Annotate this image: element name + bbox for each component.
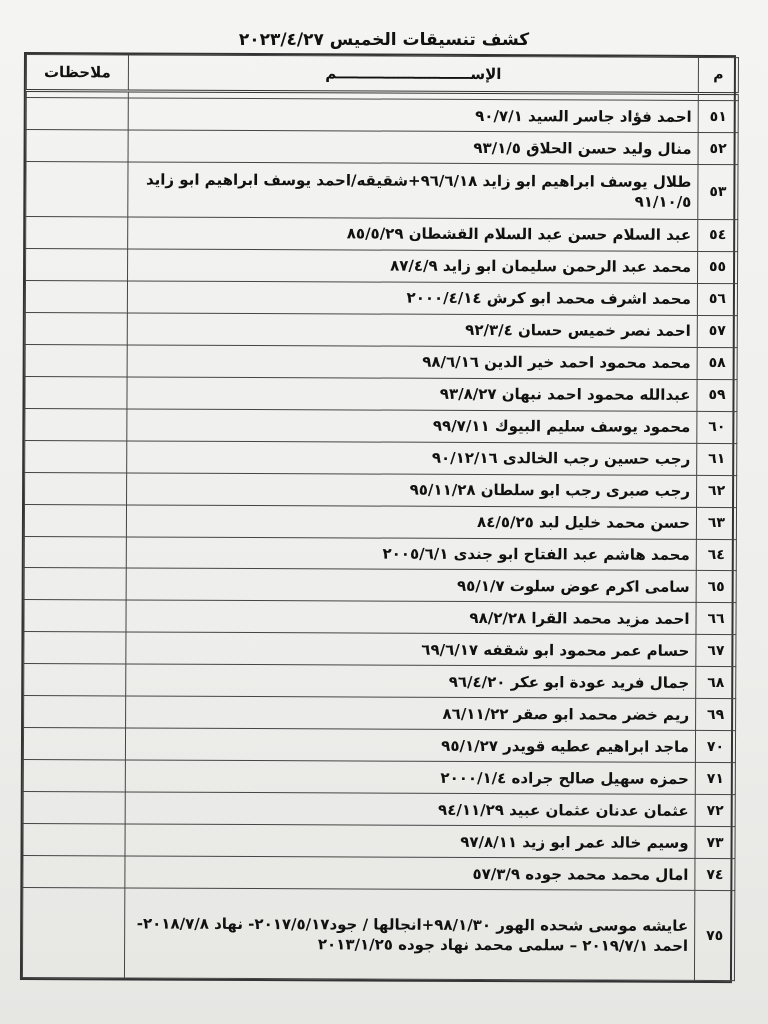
- row-number: ٥٥: [697, 251, 737, 283]
- row-name: جمال فريد عودة ابو عكر ٩٦/٤/٢٠: [126, 664, 696, 698]
- row-notes: [25, 344, 127, 376]
- row-name: حسام عمر محمود ابو شقفه ٦٩/٦/١٧: [126, 632, 696, 666]
- row-number: ٥٣: [698, 165, 738, 220]
- row-name: عايشه موسى شحده الهور ٩٨/١/٣٠+انجالها / جود٢٠١٧/٥/١٧- نهاد ٢٠١٨/٧/٨- احمد ٢٠١٩/٧/١ – سلمى محمد نهاد جوده ٢٠١٣/١/٢٥: [124, 888, 694, 980]
- row-name: محمود يوسف سليم البيوك ٩٩/٧/١١: [127, 409, 697, 443]
- row-number: ٧٣: [695, 827, 735, 859]
- row-name: منال وليد حسن الحلاق ٩٣/١/٥: [128, 130, 698, 164]
- row-notes: [25, 280, 127, 312]
- row-notes: [24, 504, 126, 536]
- names-table-frame: [20, 52, 736, 983]
- row-notes: [25, 408, 127, 440]
- row-name: عثمان عدنان عثمان عبيد ٩٤/١١/٢٩: [125, 792, 695, 826]
- row-notes: [26, 162, 128, 217]
- row-notes: [26, 130, 128, 162]
- row-notes: [24, 632, 126, 664]
- row-notes: [22, 888, 124, 978]
- row-number: ٦٣: [696, 507, 736, 539]
- table-row: [26, 162, 738, 220]
- row-name: احمد مزيد محمد القرا ٩٨/٢/٢٨: [126, 600, 696, 634]
- row-number: ٦٠: [697, 411, 737, 443]
- row-number: ٥٢: [698, 133, 738, 165]
- row-name: امال محمد محمد جوده ٥٧/٣/٩: [125, 856, 695, 890]
- table-row: [24, 504, 736, 539]
- row-name: ريم خضر محمد ابو صقر ٨٦/١١/٢٢: [126, 696, 696, 730]
- table-row: [26, 130, 738, 165]
- row-name: حمزه سهيل صالح جراده ٢٠٠٠/١/٤: [125, 760, 695, 794]
- row-number: ٥٧: [697, 315, 737, 347]
- row-name: محمد هاشم عبد الفتاح ابو جندى ٢٠٠٥/٦/١: [126, 536, 696, 570]
- row-notes: [24, 696, 126, 728]
- document-title: كشف تنسيقات الخميس ٢٠٢٣/٤/٢٧: [238, 30, 530, 50]
- table-row: [25, 472, 737, 507]
- row-name: محمد اشرف محمد ابو كرش ٢٠٠٠/٤/١٤: [127, 281, 697, 315]
- row-number: ٥٩: [697, 379, 737, 411]
- table-row: [22, 888, 734, 981]
- row-number: ٦٥: [696, 571, 736, 603]
- table-row: [23, 728, 735, 763]
- row-number: ٥٨: [697, 347, 737, 379]
- row-number: ٦٨: [696, 667, 736, 699]
- row-number: ٧٢: [695, 795, 735, 827]
- row-name: ماجد ابراهيم عطيه قويدر ٩٥/١/٢٧: [125, 728, 695, 762]
- row-notes: [25, 312, 127, 344]
- header-notes: ملاحظات: [26, 55, 128, 91]
- table-row: [25, 376, 737, 411]
- row-number: ٧٥: [694, 891, 734, 981]
- table-row: [24, 632, 736, 667]
- table-row: [24, 600, 736, 635]
- row-number: ٧٤: [695, 859, 735, 891]
- row-number: ٥٤: [698, 219, 738, 251]
- row-notes: [23, 824, 125, 856]
- row-name: احمد فؤاد جاسر السيد ٩٠/٧/١: [128, 98, 698, 132]
- row-notes: [25, 376, 127, 408]
- row-notes: [23, 760, 125, 792]
- row-name: سامى اكرم عوض سلوت ٩٥/١/٧: [126, 568, 696, 602]
- row-name: وسيم خالد عمر ابو زيد ٩٧/٨/١١: [125, 824, 695, 858]
- row-notes: [25, 440, 127, 472]
- row-notes: [24, 536, 126, 568]
- table-row: [23, 856, 735, 891]
- table-row: [23, 760, 735, 795]
- row-name: طلال يوسف ابراهيم ابو زايد ٩٦/٦/١٨+شقيقه/احمد يوسف ابراهيم ابو زايد ٩١/١٠/٥: [128, 162, 698, 219]
- row-notes: [23, 728, 125, 760]
- table-row: [25, 408, 737, 443]
- table-row: [24, 664, 736, 699]
- table-row: [25, 280, 737, 315]
- row-notes: [23, 792, 125, 824]
- row-name: عبد السلام حسن عبد السلام القشطان ٨٥/٥/٢٩: [128, 217, 698, 251]
- row-name: رجب حسين رجب الخالدى ٩٠/١٢/١٦: [127, 441, 697, 475]
- row-number: ٦١: [697, 443, 737, 475]
- row-number: ٦٩: [696, 699, 736, 731]
- row-number: ٥٦: [697, 283, 737, 315]
- table-row: [25, 440, 737, 475]
- row-number: ٦٢: [697, 475, 737, 507]
- row-name: حسن محمد خليل لبد ٨٤/٥/٢٥: [126, 504, 696, 538]
- row-notes: [26, 248, 128, 280]
- row-notes: [24, 568, 126, 600]
- row-number: ٦٤: [696, 539, 736, 571]
- row-notes: [26, 216, 128, 248]
- row-notes: [23, 856, 125, 888]
- header-number: م: [698, 57, 738, 93]
- row-number: ٧٠: [695, 731, 735, 763]
- row-number: ٦٧: [696, 635, 736, 667]
- row-name: محمد محمود احمد خير الدين ٩٨/٦/١٦: [127, 345, 697, 379]
- table-row: [25, 312, 737, 347]
- row-number: ٦٦: [696, 603, 736, 635]
- table-row: [23, 824, 735, 859]
- row-name: محمد عبد الرحمن سليمان ابو زايد ٨٧/٤/٩: [128, 249, 698, 283]
- table-header-row: [26, 55, 738, 94]
- table-row: [24, 536, 736, 571]
- row-number: ٥١: [698, 101, 738, 133]
- table-row: [24, 568, 736, 603]
- header-name: الإســــــــــــــــــــــــــم: [128, 55, 698, 93]
- table-row: [24, 696, 736, 731]
- row-name: رجب صبرى رجب ابو سلطان ٩٥/١١/٢٨: [127, 473, 697, 507]
- row-notes: [26, 98, 128, 130]
- names-table: [22, 54, 739, 981]
- table-row: [26, 248, 738, 283]
- table-row: [26, 98, 738, 133]
- row-name: عبدالله محمود احمد نبهان ٩٣/٨/٢٧: [127, 377, 697, 411]
- row-number: ٧١: [695, 763, 735, 795]
- row-notes: [24, 664, 126, 696]
- table-row: [23, 792, 735, 827]
- row-notes: [25, 472, 127, 504]
- table-row: [26, 216, 738, 251]
- row-name: احمد نصر خميس حسان ٩٢/٣/٤: [127, 313, 697, 347]
- row-notes: [24, 600, 126, 632]
- table-row: [25, 344, 737, 379]
